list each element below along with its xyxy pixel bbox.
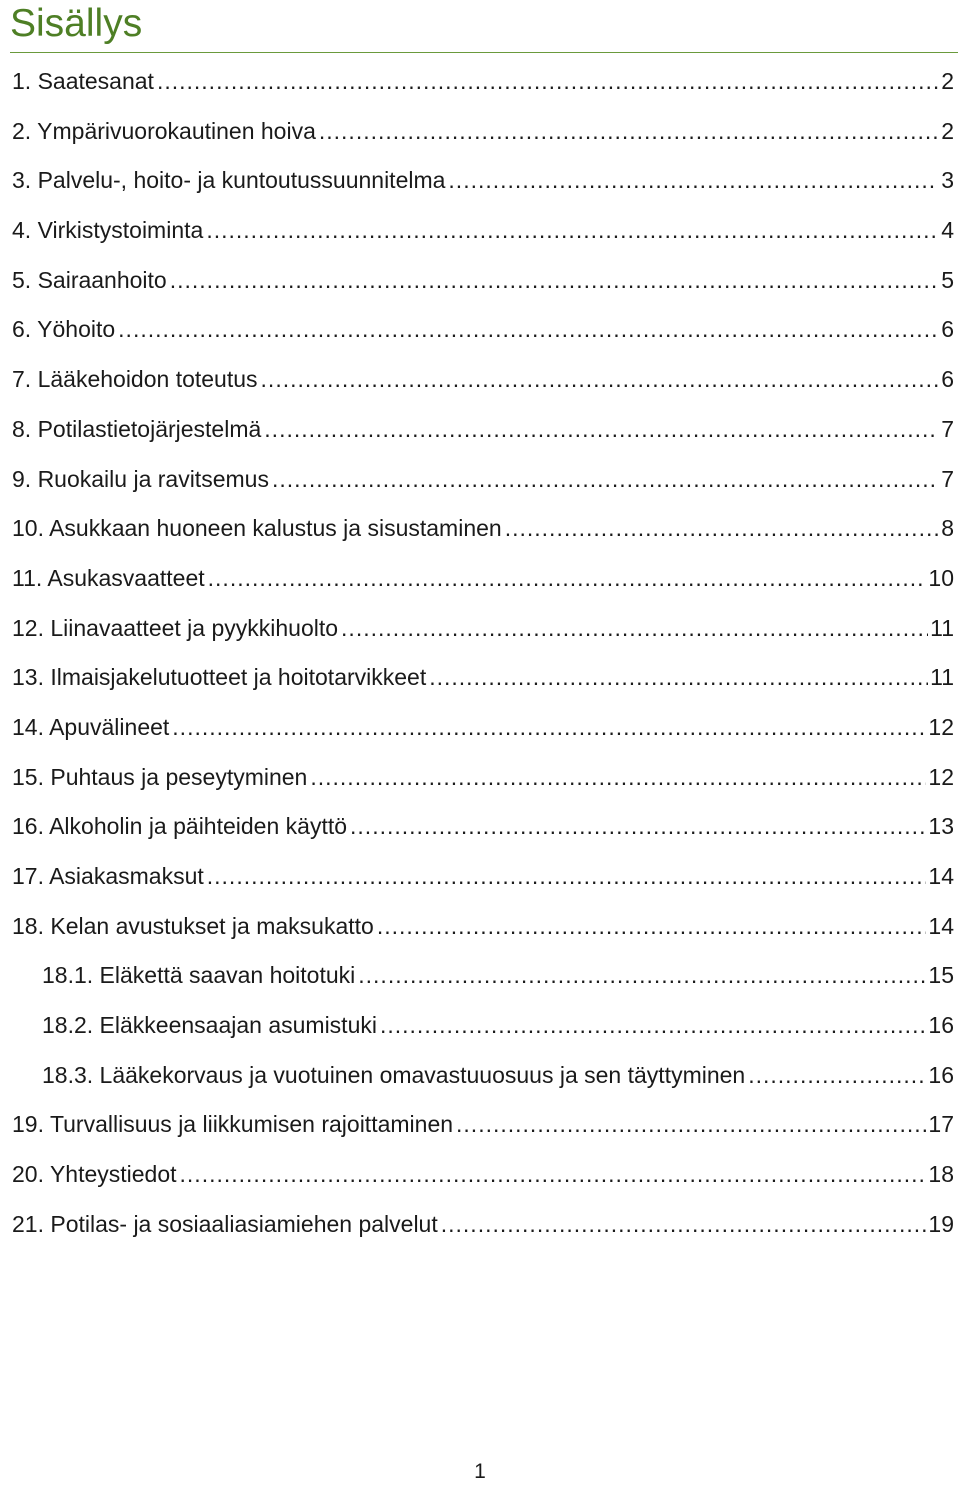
toc-entry[interactable] <box>0 802 960 852</box>
toc-dot-leader <box>118 305 938 355</box>
toc-entry[interactable] <box>0 57 960 107</box>
toc-entry-label[interactable]: 10. Asukkaan huoneen kalustus ja sisustaminen <box>12 515 502 542</box>
toc-entry[interactable] <box>0 156 960 206</box>
toc-entry-page-number[interactable]: 16 <box>928 1061 954 1088</box>
toc-dot-leader <box>261 355 938 405</box>
toc-dot-leader <box>264 405 938 455</box>
toc-entry-label[interactable]: 5. Sairaanhoito <box>12 266 167 293</box>
toc-entry[interactable] <box>0 256 960 306</box>
toc-dot-leader <box>456 1100 926 1150</box>
toc-dot-leader <box>272 455 938 505</box>
heading-underline <box>10 52 958 53</box>
toc-entry[interactable] <box>0 753 960 803</box>
toc-entry[interactable] <box>0 1100 960 1150</box>
toc-dot-leader <box>358 951 926 1001</box>
toc-dot-leader <box>319 107 938 157</box>
toc-dot-leader <box>157 57 938 107</box>
toc-entry-label[interactable]: 18.2. Eläkkeensaajan asumistuki <box>42 1012 377 1039</box>
toc-dot-leader <box>207 852 927 902</box>
toc-entry-page-number[interactable]: 12 <box>928 763 954 790</box>
toc-dot-leader <box>380 1001 926 1051</box>
toc-entry-label[interactable]: 12. Liinavaatteet ja pyykkihuolto <box>12 614 339 641</box>
toc-entry-label[interactable]: 7. Lääkehoidon toteutus <box>12 366 258 393</box>
toc-heading: Sisällys <box>10 2 143 45</box>
toc-entry[interactable] <box>0 653 960 703</box>
toc-entry-page-number[interactable]: 8 <box>941 515 954 542</box>
toc-dot-leader <box>448 156 938 206</box>
toc-entry-page-number[interactable]: 4 <box>941 217 954 244</box>
toc-entry[interactable] <box>0 1150 960 1200</box>
toc-entry[interactable] <box>0 305 960 355</box>
toc-entry-label[interactable]: 19. Turvallisuus ja liikkumisen rajoittaminen <box>12 1111 454 1138</box>
table-of-contents <box>0 57 960 1250</box>
toc-entry-page-number[interactable]: 16 <box>928 1012 954 1039</box>
toc-entry-page-number[interactable]: 2 <box>941 68 954 94</box>
toc-entry-label[interactable]: 1. Saatesanat <box>12 68 154 94</box>
toc-entry-page-number[interactable]: 6 <box>941 316 954 343</box>
toc-entry-page-number[interactable]: 6 <box>941 366 954 393</box>
page-number: 1 <box>474 1460 486 1483</box>
toc-entry-page-number[interactable]: 14 <box>928 912 954 939</box>
toc-entry-label[interactable]: 9. Ruokailu ja ravitsemus <box>12 465 269 492</box>
toc-entry[interactable] <box>0 206 960 256</box>
toc-entry-page-number[interactable]: 11 <box>930 664 954 691</box>
toc-entry[interactable] <box>0 902 960 952</box>
toc-entry-label[interactable]: 18.1. Eläkettä saavan hoitotuki <box>42 962 356 989</box>
toc-dot-leader <box>377 902 927 952</box>
toc-dot-leader <box>441 1200 927 1250</box>
toc-entry-page-number[interactable]: 5 <box>941 266 954 293</box>
toc-entry-label[interactable]: 17. Asiakasmaksut <box>12 863 204 889</box>
toc-entry[interactable] <box>0 604 960 654</box>
toc-entry-label[interactable]: 4. Virkistystoiminta <box>12 217 204 244</box>
toc-entry-label[interactable]: 11. Asukasvaatteet <box>12 564 205 591</box>
toc-entry-label[interactable]: 2. Ympärivuorokautinen hoiva <box>12 117 316 144</box>
toc-entry-label[interactable]: 16. Alkoholin ja päihteiden käyttö <box>12 813 348 840</box>
toc-entry-label[interactable]: 13. Ilmaisjakelutuotteet ja hoitotarvikkeet <box>12 664 427 691</box>
toc-entry-page-number[interactable]: 15 <box>928 962 954 989</box>
toc-entry[interactable] <box>0 703 960 753</box>
toc-entry-page-number[interactable]: 10 <box>928 564 954 591</box>
toc-entry-page-number[interactable]: 3 <box>941 167 954 194</box>
toc-subentry[interactable] <box>0 951 960 1001</box>
toc-entry-label[interactable]: 14. Apuvälineet <box>12 713 170 740</box>
toc-entry-page-number[interactable]: 18 <box>928 1161 954 1188</box>
toc-entry-page-number[interactable]: 13 <box>928 813 954 840</box>
toc-entry-label[interactable]: 6. Yöhoito <box>12 316 116 343</box>
toc-entry[interactable] <box>0 852 960 902</box>
toc-entry-page-number[interactable]: 12 <box>928 713 954 740</box>
toc-dot-leader <box>505 504 938 554</box>
toc-entry[interactable] <box>0 554 960 604</box>
toc-dot-leader <box>206 206 938 256</box>
toc-entry-label[interactable]: 20. Yhteystiedot <box>12 1161 177 1188</box>
toc-entry-label[interactable]: 3. Palvelu-, hoito- ja kuntoutussuunnitelma <box>12 167 446 194</box>
toc-entry-label[interactable]: 18. Kelan avustukset ja maksukatto <box>12 912 374 939</box>
toc-entry[interactable] <box>0 355 960 405</box>
toc-dot-leader <box>208 554 927 604</box>
toc-dot-leader <box>429 653 928 703</box>
toc-entry-label[interactable]: 18.3. Lääkekorvaus ja vuotuinen omavastuuosuus ja sen täyttyminen <box>42 1061 746 1088</box>
toc-entry-label[interactable]: 15. Puhtaus ja peseytyminen <box>12 763 308 790</box>
toc-dot-leader <box>170 256 938 306</box>
toc-entry-page-number[interactable]: 17 <box>928 1111 954 1138</box>
toc-entry-label[interactable]: 21. Potilas- ja sosiaaliasiamiehen palvelut <box>12 1210 438 1237</box>
toc-dot-leader <box>180 1150 927 1200</box>
toc-entry-page-number[interactable]: 7 <box>941 465 954 492</box>
toc-dot-leader <box>350 802 926 852</box>
toc-dot-leader <box>172 703 926 753</box>
toc-entry[interactable] <box>0 1200 960 1250</box>
toc-dot-leader <box>341 604 928 654</box>
toc-entry[interactable] <box>0 405 960 455</box>
toc-entry[interactable] <box>0 504 960 554</box>
toc-entry-page-number[interactable]: 11 <box>930 614 954 641</box>
toc-entry[interactable] <box>0 107 960 157</box>
toc-entry[interactable] <box>0 455 960 505</box>
toc-dot-leader <box>748 1051 926 1101</box>
toc-entry-page-number[interactable]: 2 <box>941 117 954 144</box>
toc-subentry[interactable] <box>0 1001 960 1051</box>
toc-dot-leader <box>310 753 926 803</box>
toc-entry-label[interactable]: 8. Potilastietojärjestelmä <box>12 415 262 442</box>
toc-entry-page-number[interactable]: 14 <box>928 863 954 889</box>
toc-subentry[interactable] <box>0 1051 960 1101</box>
toc-entry-page-number[interactable]: 7 <box>941 415 954 442</box>
toc-entry-page-number[interactable]: 19 <box>928 1210 954 1237</box>
